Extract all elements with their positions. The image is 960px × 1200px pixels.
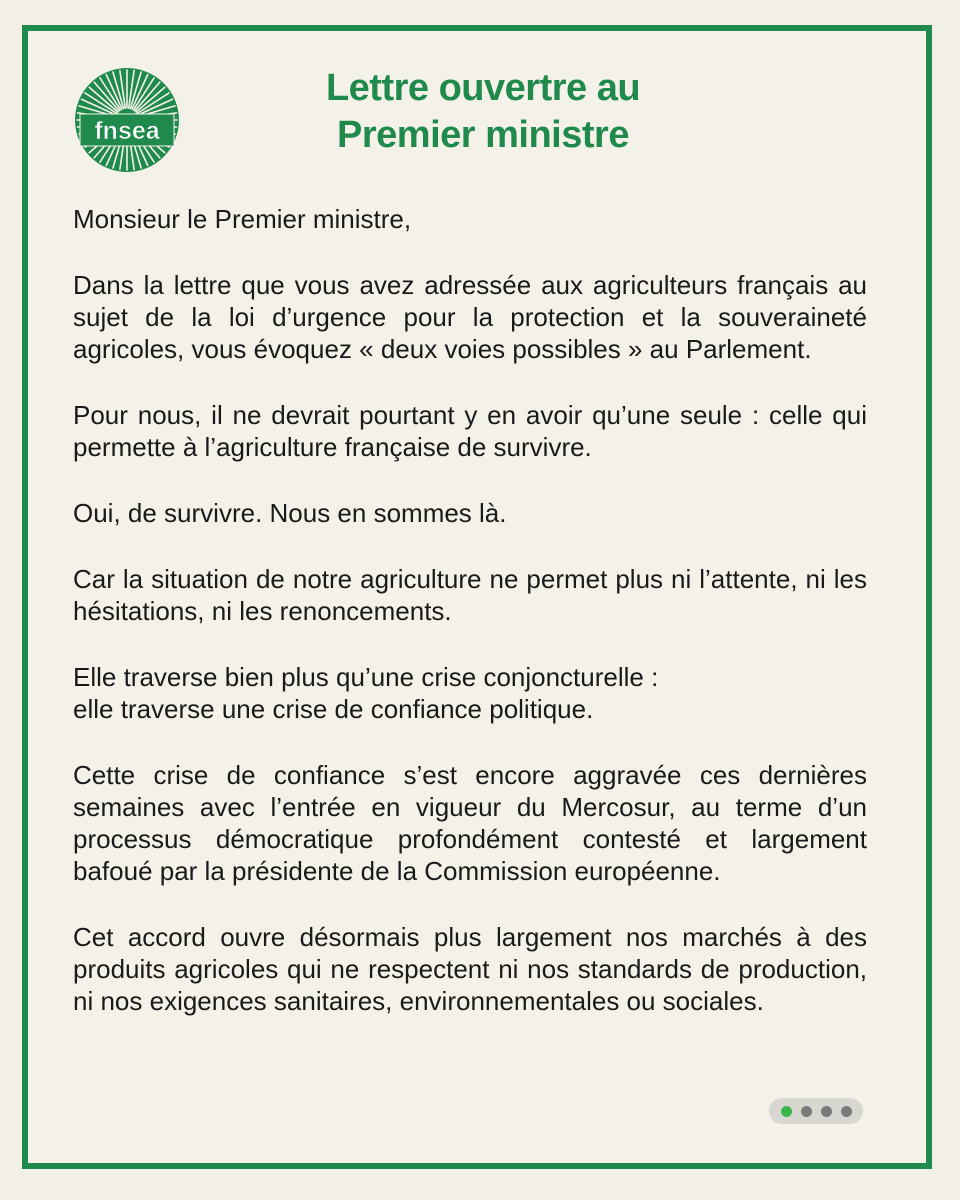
paragraph: Car la situation de notre agriculture ne permet plus ni l’attente, ni les hésitations, ni les renoncements. [73, 564, 867, 626]
paragraph: Pour nous, il ne devrait pourtant y en avoir qu’une seule : celle qui permette à l’agriculture française de survivre. [73, 400, 867, 462]
logo-wordmark: fnsea [94, 117, 160, 145]
paragraph: Cet accord ouvre désormais plus largement nos marchés à des produits agricoles qui ne respectent ni nos standards de production, ni nos exigences sanitaires, environnementales ou sociales. [73, 922, 867, 1016]
pager-dot-active[interactable] [781, 1106, 792, 1117]
page-title-line-1: Lettre ouvertre au [325, 67, 641, 109]
paragraph: Dans la lettre que vous avez adressée aux agriculteurs français au sujet de la loi d’urgence pour la protection et la souveraineté agricoles, vous évoquez « deux voies possibles » au Parlement. [73, 270, 867, 364]
fnsea-logo [74, 67, 180, 173]
pager-dot[interactable] [801, 1106, 812, 1117]
paragraph: Oui, de survivre. Nous en sommes là. [73, 498, 507, 528]
page-title-line-2: Premier ministre [337, 114, 629, 156]
salutation: Monsieur le Premier ministre, [73, 204, 412, 234]
fnsea-logo-mark [74, 67, 180, 173]
letter-body [73, 203, 867, 1051]
pager-dot[interactable] [841, 1106, 852, 1117]
pager-dot[interactable] [821, 1106, 832, 1117]
paragraph [73, 661, 867, 725]
carousel-pager[interactable] [769, 1098, 863, 1124]
paragraph-line: Elle traverse bien plus qu’une crise conjoncturelle : [73, 662, 659, 692]
page-title [228, 65, 738, 159]
paragraph: Cette crise de confiance s’est encore aggravée ces dernières semaines avec l’entrée en vigueur du Mercosur, au terme d’un processus démocratique profondément contesté et largement bafoué par la présidente de la Commission européenne. [73, 760, 867, 886]
letter-frame [22, 25, 932, 1169]
paragraph-line: elle traverse une crise de confiance politique. [73, 694, 594, 724]
